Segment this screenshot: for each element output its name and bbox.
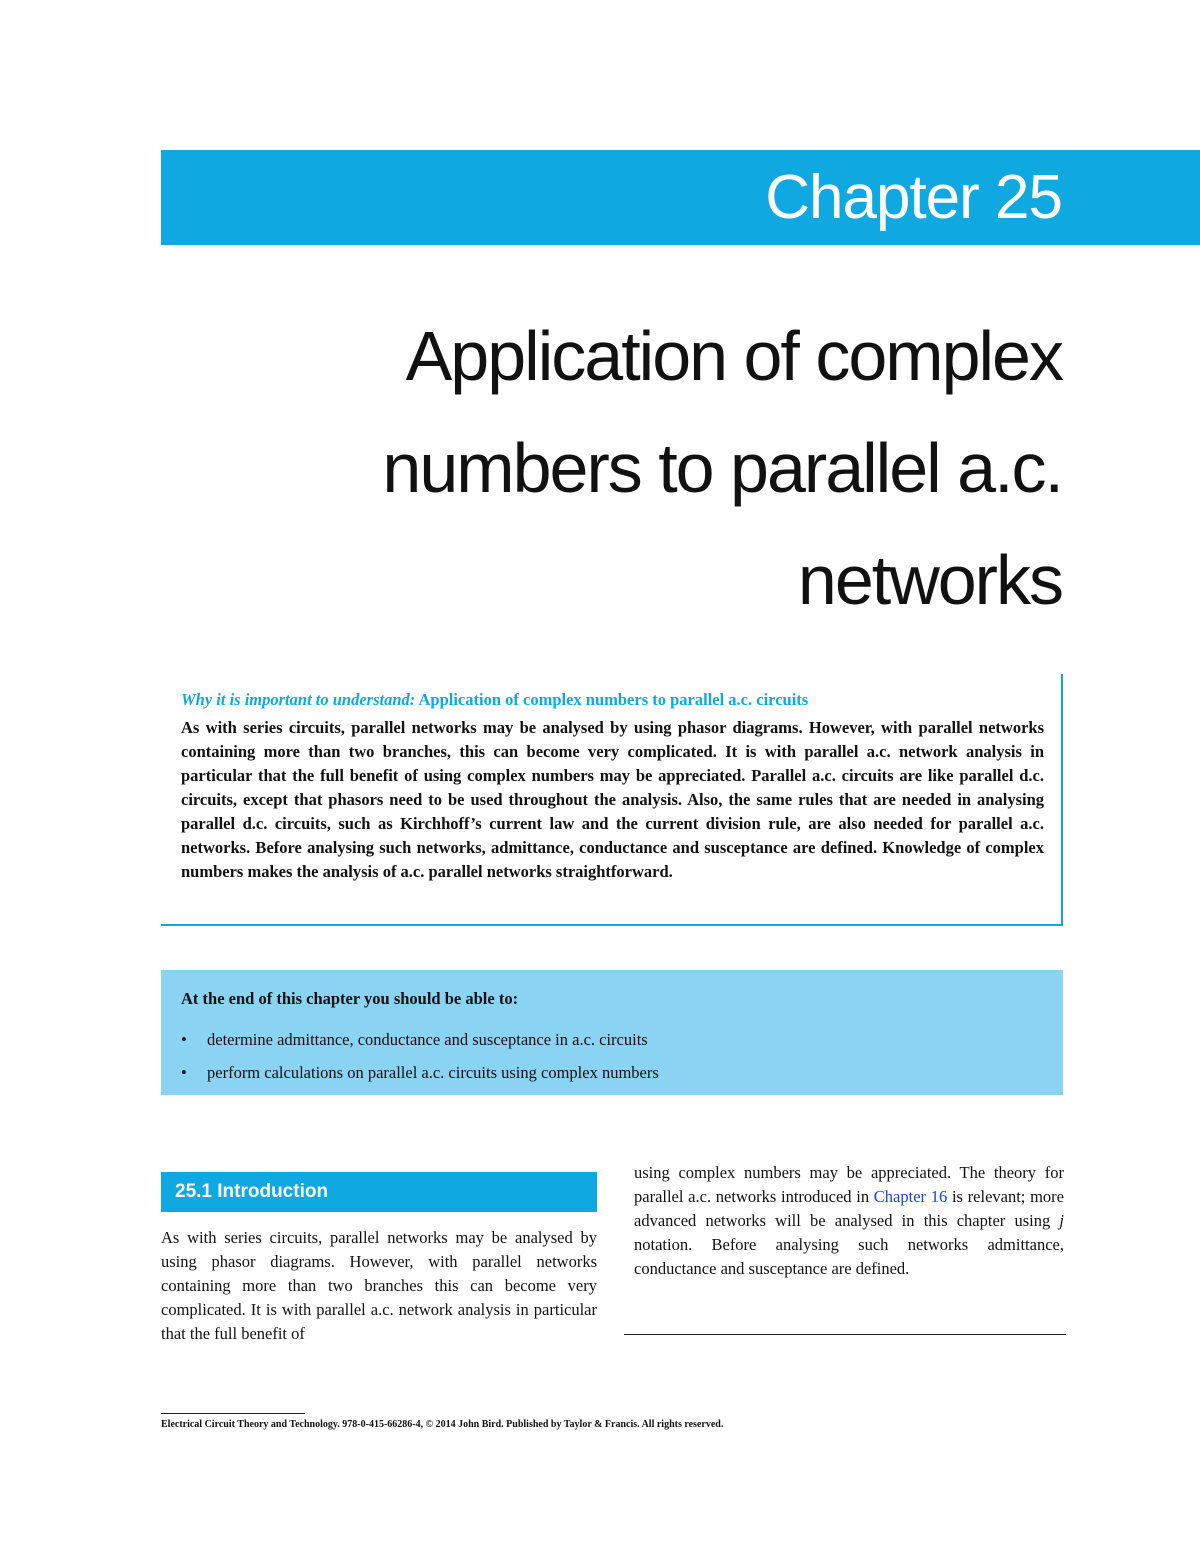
chapter-16-link[interactable]: Chapter 16: [873, 1187, 948, 1206]
list-item: [181, 1056, 659, 1089]
body-column-right: [634, 1161, 1064, 1281]
copyright-footnote: Electrical Circuit Theory and Technology. 978-0-415-66286-4, © 2014 John Bird. Published by Taylor & Francis. All rights reserved.: [161, 1419, 724, 1430]
body-text: using complex numbers may be appreciated. The theory for parallel a.c. networks introduced in: [634, 1163, 1064, 1206]
objective-text: determine admittance, conductance and susceptance in a.c. circuits: [207, 1030, 648, 1049]
chapter-label: Chapter 25: [765, 163, 1062, 232]
body-text: notation. Before analysing such networks admittance, conductance and susceptance are defined.: [634, 1235, 1064, 1278]
title-line: numbers to parallel a.c.: [382, 429, 1062, 507]
why-heading: [181, 690, 808, 710]
chapter-title: [302, 300, 1062, 636]
objectives-list: [181, 1023, 659, 1089]
why-body: As with series circuits, parallel networks may be analysed by using phasor diagrams. However, with parallel networks containing more than two branches, this can become very complicated. It is with parallel a.c. network analysis in particular that the full benefit of using complex numbers may be appreciated. Parallel a.c. circuits are like parallel d.c. circuits, except that phasors need to be used throughout the analysis. Also, the same rules that are needed in analysing parallel d.c. circuits, such as Kirchhoff’s current law and the current division rule, are also needed for parallel a.c. networks. Before analysing such networks, admittance, conductance and susceptance are defined. Knowledge of complex numbers makes the analysis of a.c. parallel networks straightforward.: [181, 718, 1044, 881]
list-item: [181, 1023, 659, 1056]
footnote-divider: [161, 1413, 305, 1414]
why-important-box: [161, 674, 1063, 926]
body-text: is relevant; more advanced networks will be analysed in this chapter using: [634, 1187, 1065, 1230]
body-column-left: As with series circuits, parallel networks may be analysed by using phasor diagrams. However, with parallel networks containing more than two branches this can become very complicated. It is with parallel a.c. network analysis in particular that the full benefit of: [161, 1228, 597, 1343]
objectives-heading: At the end of this chapter you should be able to:: [181, 989, 519, 1008]
bullet-icon: •: [181, 1030, 187, 1049]
column-divider: [624, 1334, 1066, 1335]
learning-objectives-box: [161, 970, 1063, 1095]
objective-text: perform calculations on parallel a.c. circuits using complex numbers: [207, 1063, 659, 1082]
bullet-icon: •: [181, 1063, 187, 1082]
why-lead: Why it is important to understand:: [181, 690, 416, 709]
chapter-banner: [161, 150, 1200, 245]
why-topic: Application of complex numbers to parallel a.c. circuits: [418, 690, 809, 709]
title-line: Application of complex: [405, 317, 1062, 395]
section-heading: 25.1 Introduction: [161, 1172, 597, 1212]
j-notation: j: [1059, 1211, 1064, 1230]
title-line: networks: [797, 541, 1062, 619]
